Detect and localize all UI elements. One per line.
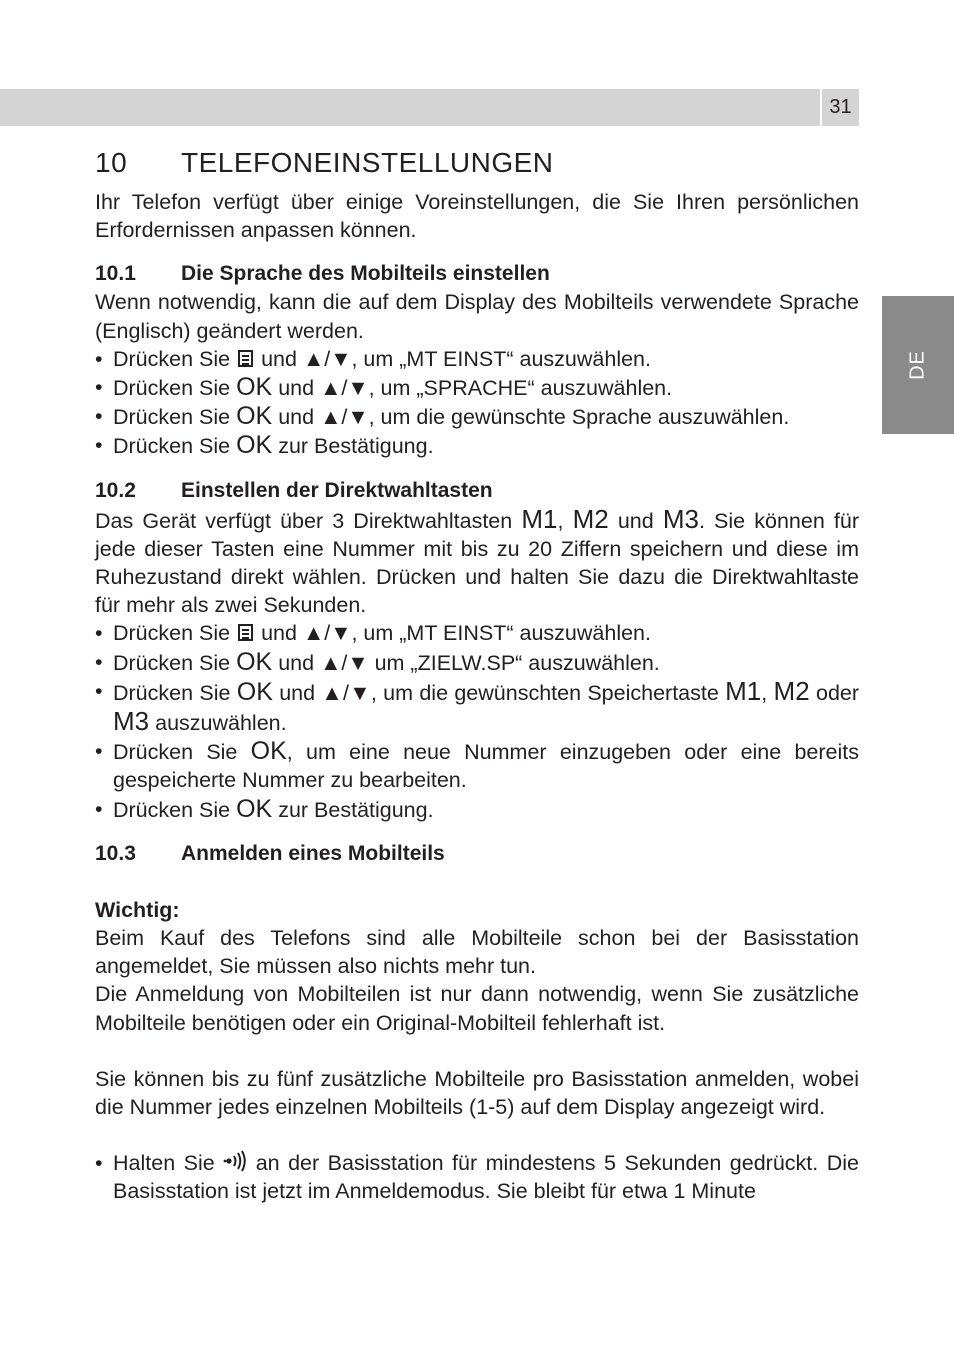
ok-icon: OK	[236, 647, 273, 676]
ok-icon: OK	[236, 402, 273, 431]
list-item: • Drücken Sie OK, um eine neue Nummer einzugeben oder eine bereits gespeicherte Nummer zu bearbeiten.	[95, 737, 860, 793]
subsection-number: 10.2	[95, 478, 136, 502]
ok-icon: OK	[236, 431, 273, 460]
list-item: • Drücken Sie OK zur Bestätigung.	[95, 431, 434, 460]
list-item: • Drücken Sie OK zur Bestätigung.	[95, 794, 434, 823]
m2-key-icon: M2	[773, 675, 810, 706]
menu-icon	[238, 624, 253, 641]
important-label: Wichtig:	[95, 897, 180, 922]
subsection-title: Die Sprache des Mobilteils einstellen	[181, 262, 550, 286]
subsection-number: 10.1	[95, 262, 136, 286]
up-down-arrows-icon: ▲/▼	[302, 621, 352, 646]
language-tab	[882, 296, 954, 434]
up-down-arrows-icon: ▲/▼	[320, 405, 369, 430]
list-item: • Drücken Sie OK und ▲/▼, um die gewünschten Speichertaste M1, M2 oder M3 auszuwählen.	[95, 675, 860, 737]
list-item: • Drücken Sie OK und ▲/▼, um „SPRACHE“ auszuwählen.	[95, 373, 673, 402]
ok-icon: OK	[236, 677, 273, 706]
ok-icon: OK	[236, 373, 273, 402]
list-item: • Drücken Sie und ▲/▼, um „MT EINST“ auszuwählen.	[95, 346, 651, 371]
section-heading	[95, 146, 859, 180]
paragraph: Die Anmeldung von Mobilteilen ist nur dann notwendig, wenn Sie zusätzliche Mobilteile benötigen oder ein Original-Mobilteil fehlerhaft ist.	[95, 982, 859, 1035]
paging-icon	[223, 1150, 247, 1172]
subsection-title: Anmelden eines Mobilteils	[181, 841, 445, 865]
ok-icon: OK	[236, 794, 273, 823]
paragraph: Beim Kauf des Telefons sind alle Mobilteile schon bei der Basisstation angemeldet, Sie müssen also nichts mehr tun.	[95, 926, 859, 979]
m2-key-icon: M2	[572, 503, 609, 534]
section-intro: Ihr Telefon verfügt über einige Voreinstellungen, die Sie Ihren persönlichen Erfordernissen anpassen können.	[95, 190, 859, 243]
section-number: 10	[95, 147, 128, 178]
up-down-arrows-icon: ▲/▼	[320, 376, 369, 401]
page-content	[95, 146, 859, 1206]
list-item: • Drücken Sie OK und ▲/▼, um die gewünschte Sprache auszuwählen.	[95, 402, 790, 431]
subsection-heading-10-3	[95, 840, 859, 868]
language-tab-label: DE	[906, 350, 929, 380]
up-down-arrows-icon: ▲/▼	[302, 346, 352, 371]
paragraph: Sie können bis zu fünf zusätzliche Mobilteile pro Basisstation anmelden, wobei die Nummer jedes einzelnen Mobilteils (1-5) auf dem Display angezeigt wird.	[95, 1066, 859, 1120]
m3-key-icon: M3	[662, 503, 699, 534]
up-down-arrows-icon: ▲/▼	[320, 650, 369, 675]
m1-key-icon: M1	[521, 503, 558, 534]
header-bar	[0, 89, 820, 126]
up-down-arrows-icon: ▲/▼	[321, 680, 371, 705]
section-title: TELEFONEINSTELLUNGEN	[181, 147, 554, 178]
m1-key-icon: M1	[725, 675, 762, 706]
list-item: • Drücken Sie OK und ▲/▼ um „ZIELW.SP“ auszuwählen.	[95, 647, 660, 676]
subsection-heading-10-2	[95, 477, 859, 505]
paragraph: Wenn notwendig, kann die auf dem Display des Mobilteils verwendete Sprache (Englisch) geändert werden.	[95, 290, 859, 343]
m3-key-icon: M3	[113, 706, 150, 737]
subsection-title: Einstellen der Direktwahltasten	[181, 478, 493, 502]
page-number: 31	[822, 89, 859, 126]
list-item: • Drücken Sie und ▲/▼, um „MT EINST“ auszuwählen.	[95, 621, 651, 646]
menu-icon	[238, 350, 253, 367]
list-item: • Halten Sie an der Basisstation für mindestens 5 Sekunden gedrückt. Die Basisstation ist jetzt im Anmeldemodus. Sie bleibt für etwa 1 Minute	[95, 1151, 859, 1204]
subsection-number: 10.3	[95, 841, 136, 865]
ok-icon: OK	[250, 737, 287, 766]
subsection-heading-10-1	[95, 260, 859, 288]
paragraph: Das Gerät verfügt über 3 Direktwahltasten M1, M2 und M3. Sie können für jede dieser Tasten eine Nummer mit bis zu 20 Ziffern speichern und diese im Ruhezustand direkt wählen. Drücken und halten Sie dazu die Direktwahltaste für mehr als zwei Sekunden.	[95, 503, 859, 618]
